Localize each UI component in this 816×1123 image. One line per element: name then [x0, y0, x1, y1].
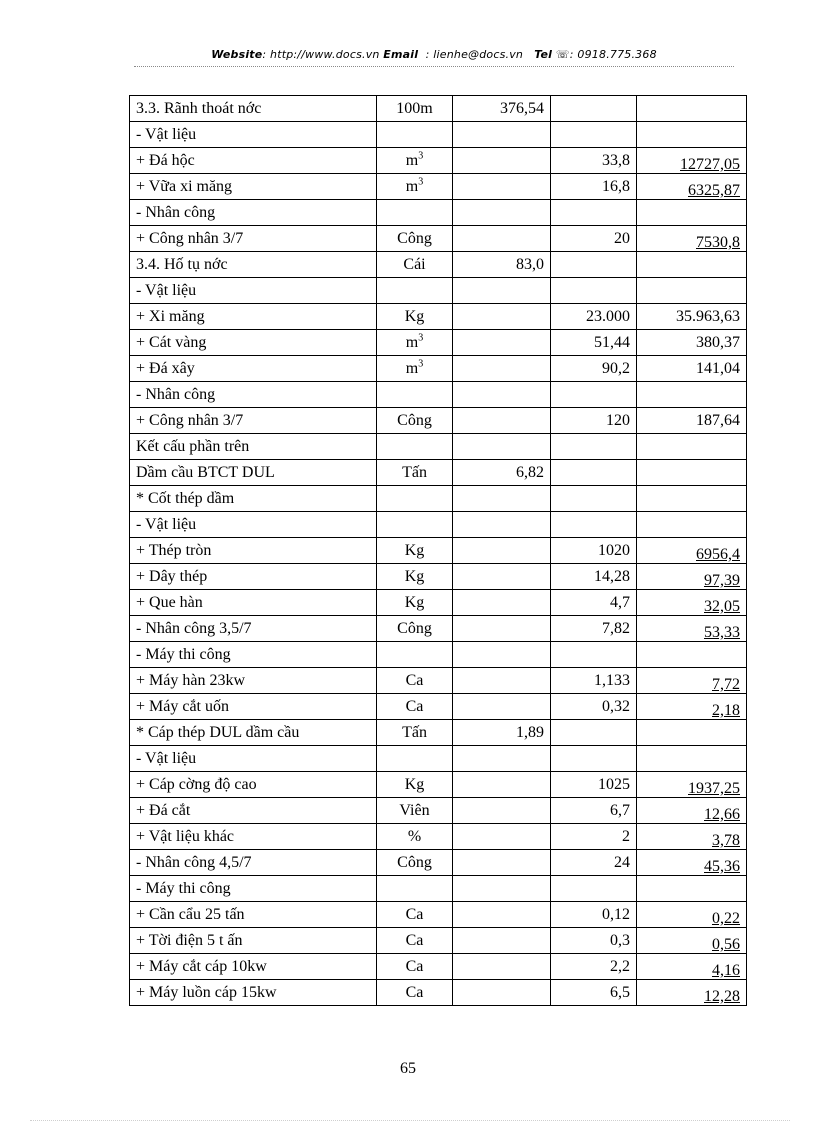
unit-cell: 100m	[377, 96, 453, 122]
total-cell	[637, 720, 747, 746]
total-cell: 35.963,63	[637, 304, 747, 330]
quantity-cell	[453, 590, 551, 616]
item-name-cell: - Nhân công 4,5/7	[130, 850, 377, 876]
total-cell	[637, 694, 747, 720]
total-cell	[637, 512, 747, 538]
quantity-cell	[453, 200, 551, 226]
norm-cell	[551, 122, 637, 148]
quantity-cell: 376,54	[453, 96, 551, 122]
item-name-cell: + Máy hàn 23kw	[130, 668, 377, 694]
item-name-cell: + Đá cắt	[130, 798, 377, 824]
unit-cell: Cái	[377, 252, 453, 278]
unit-cell	[377, 278, 453, 304]
footer-divider	[30, 1120, 790, 1121]
total-value: 6325,87	[688, 182, 740, 199]
item-name-cell: - Nhân công	[130, 200, 377, 226]
total-cell	[637, 746, 747, 772]
unit-cell: $m^3$	[377, 174, 453, 200]
table-row	[130, 278, 747, 304]
total-cell: 380,37	[637, 330, 747, 356]
norm-cell	[551, 252, 637, 278]
website-value: : http://www.docs.vn	[262, 48, 380, 61]
item-name-cell: + Que hàn	[130, 590, 377, 616]
total-cell	[637, 122, 747, 148]
norm-cell: 16,8	[551, 174, 637, 200]
item-name-cell: 3.3. Rãnh thoát nớc	[130, 96, 377, 122]
total-cell	[637, 824, 747, 850]
quantity-cell	[453, 382, 551, 408]
total-cell: 141,04	[637, 356, 747, 382]
page-header	[134, 48, 734, 61]
item-name-cell: - Máy thi công	[130, 642, 377, 668]
norm-cell: 1,133	[551, 668, 637, 694]
norm-cell: 1020	[551, 538, 637, 564]
total-cell	[637, 850, 747, 876]
norm-cell: 24	[551, 850, 637, 876]
item-name-cell: + Đá xây	[130, 356, 377, 382]
table-row	[130, 564, 747, 590]
table-row	[130, 512, 747, 538]
total-cell	[637, 980, 747, 1006]
table-row	[130, 200, 747, 226]
total-cell	[637, 772, 747, 798]
item-name-cell: Dầm cầu BTCT DUL	[130, 460, 377, 486]
item-name-cell: - Nhân công	[130, 382, 377, 408]
quantity-cell	[453, 486, 551, 512]
total-cell	[637, 538, 747, 564]
item-name-cell: - Vật liệu	[130, 122, 377, 148]
table-row	[130, 434, 747, 460]
table-row	[130, 330, 747, 356]
unit-cell: Công	[377, 850, 453, 876]
table-row	[130, 148, 747, 174]
unit-cell	[377, 382, 453, 408]
item-name-cell: Kết cấu phần trên	[130, 434, 377, 460]
quantity-cell	[453, 330, 551, 356]
unit-cell: Công	[377, 226, 453, 252]
norm-cell	[551, 512, 637, 538]
norm-cell	[551, 200, 637, 226]
total-cell	[637, 486, 747, 512]
quantity-cell	[453, 122, 551, 148]
table-row	[130, 226, 747, 252]
table-row	[130, 486, 747, 512]
total-cell	[637, 642, 747, 668]
table-row	[130, 408, 747, 434]
total-cell	[637, 668, 747, 694]
norm-cell	[551, 642, 637, 668]
total-cell	[637, 226, 747, 252]
norm-cell	[551, 720, 637, 746]
quantity-cell	[453, 746, 551, 772]
total-cell	[637, 382, 747, 408]
norm-cell	[551, 746, 637, 772]
quantity-cell	[453, 408, 551, 434]
total-cell	[637, 876, 747, 902]
item-name-cell: * Cáp thép DUL dầm cầu	[130, 720, 377, 746]
total-cell	[637, 174, 747, 200]
unit-cell: $m^3$	[377, 330, 453, 356]
item-name-cell: + Dây thép	[130, 564, 377, 590]
table-row	[130, 382, 747, 408]
total-cell	[637, 200, 747, 226]
table-row	[130, 876, 747, 902]
table-row	[130, 668, 747, 694]
table-row	[130, 928, 747, 954]
table-row	[130, 356, 747, 382]
item-name-cell: + Cần cẩu 25 tấn	[130, 902, 377, 928]
norm-cell: 0,12	[551, 902, 637, 928]
unit-cell: Ca	[377, 694, 453, 720]
quantity-cell	[453, 538, 551, 564]
unit-cell: Ca	[377, 980, 453, 1006]
norm-cell	[551, 382, 637, 408]
norm-cell	[551, 460, 637, 486]
item-name-cell: + Thép tròn	[130, 538, 377, 564]
cost-table	[129, 95, 747, 1006]
item-name-cell: + Máy cắt cáp 10kw	[130, 954, 377, 980]
table-row	[130, 772, 747, 798]
total-cell	[637, 928, 747, 954]
table-row	[130, 746, 747, 772]
total-value: 97,39	[704, 572, 740, 589]
norm-cell	[551, 278, 637, 304]
quantity-cell	[453, 278, 551, 304]
norm-cell: 23.000	[551, 304, 637, 330]
quantity-cell	[453, 564, 551, 590]
quantity-cell	[453, 642, 551, 668]
item-name-cell: - Vật liệu	[130, 512, 377, 538]
total-cell	[637, 434, 747, 460]
quantity-cell	[453, 616, 551, 642]
unit-cell	[377, 200, 453, 226]
item-name-cell: + Vữa xi măng	[130, 174, 377, 200]
norm-cell: 7,82	[551, 616, 637, 642]
total-value: 2,18	[712, 702, 740, 719]
table-row	[130, 642, 747, 668]
unit-cell: %	[377, 824, 453, 850]
total-cell	[637, 564, 747, 590]
table-row	[130, 954, 747, 980]
table-row	[130, 304, 747, 330]
total-cell	[637, 798, 747, 824]
total-value: 12,66	[704, 806, 740, 823]
table-row	[130, 720, 747, 746]
item-name-cell: + Đá hộc	[130, 148, 377, 174]
total-value: 12727,05	[680, 156, 740, 173]
total-cell	[637, 590, 747, 616]
total-value: 4,16	[712, 962, 740, 979]
norm-cell: 6,7	[551, 798, 637, 824]
unit-cell: Công	[377, 616, 453, 642]
unit-cell: $m^3$	[377, 148, 453, 174]
norm-cell	[551, 96, 637, 122]
item-name-cell: + Xi măng	[130, 304, 377, 330]
unit-cell	[377, 642, 453, 668]
header-divider	[134, 66, 734, 67]
total-value: 6956,4	[696, 546, 740, 563]
table-row	[130, 96, 747, 122]
table-row	[130, 122, 747, 148]
item-name-cell: - Máy thi công	[130, 876, 377, 902]
quantity-cell	[453, 824, 551, 850]
total-cell	[637, 460, 747, 486]
quantity-cell	[453, 226, 551, 252]
email-label: Email	[383, 48, 419, 61]
unit-cell: Tấn	[377, 720, 453, 746]
unit-cell: Kg	[377, 564, 453, 590]
total-cell	[637, 616, 747, 642]
table-row	[130, 590, 747, 616]
unit-cell: Kg	[377, 304, 453, 330]
norm-cell: 120	[551, 408, 637, 434]
quantity-cell	[453, 902, 551, 928]
quantity-cell	[453, 980, 551, 1006]
norm-cell	[551, 434, 637, 460]
table-row	[130, 850, 747, 876]
quantity-cell: 6,82	[453, 460, 551, 486]
norm-cell: 1025	[551, 772, 637, 798]
norm-cell: 90,2	[551, 356, 637, 382]
unit-cell: $m^3$	[377, 356, 453, 382]
total-value: 7,72	[712, 676, 740, 693]
table-body	[130, 96, 747, 1006]
total-value: 7530,8	[696, 234, 740, 251]
total-cell	[637, 148, 747, 174]
total-cell	[637, 278, 747, 304]
unit-cell: Ca	[377, 668, 453, 694]
item-name-cell: - Vật liệu	[130, 746, 377, 772]
table-row	[130, 694, 747, 720]
item-name-cell: - Vật liệu	[130, 278, 377, 304]
quantity-cell	[453, 798, 551, 824]
norm-cell: 6,5	[551, 980, 637, 1006]
quantity-cell	[453, 174, 551, 200]
quantity-cell	[453, 148, 551, 174]
quantity-cell: 1,89	[453, 720, 551, 746]
total-value: 53,33	[704, 624, 740, 641]
quantity-cell	[453, 928, 551, 954]
unit-cell: Ca	[377, 954, 453, 980]
total-value: 3,78	[712, 832, 740, 849]
total-value: 0,56	[712, 936, 740, 953]
item-name-cell: + Tời điện 5 t ấn	[130, 928, 377, 954]
item-name-cell: + Công nhân 3/7	[130, 226, 377, 252]
item-name-cell: + Cát vàng	[130, 330, 377, 356]
norm-cell: 0,32	[551, 694, 637, 720]
table-row	[130, 980, 747, 1006]
norm-cell: 14,28	[551, 564, 637, 590]
unit-cell: Kg	[377, 772, 453, 798]
quantity-cell	[453, 876, 551, 902]
total-cell	[637, 902, 747, 928]
unit-cell	[377, 512, 453, 538]
phone-icon: ☏	[555, 48, 570, 61]
unit-cell: Tấn	[377, 460, 453, 486]
norm-cell	[551, 486, 637, 512]
item-name-cell: * Cốt thép dầm	[130, 486, 377, 512]
table-row	[130, 902, 747, 928]
unit-cell	[377, 434, 453, 460]
item-name-cell: + Công nhân 3/7	[130, 408, 377, 434]
total-cell: 187,64	[637, 408, 747, 434]
item-name-cell: 3.4. Hố tụ nớc	[130, 252, 377, 278]
table-row	[130, 538, 747, 564]
item-name-cell: + Máy cắt uốn	[130, 694, 377, 720]
total-cell	[637, 252, 747, 278]
quantity-cell	[453, 434, 551, 460]
norm-cell: 33,8	[551, 148, 637, 174]
unit-cell	[377, 876, 453, 902]
table-row	[130, 460, 747, 486]
item-name-cell: + Vật liệu khác	[130, 824, 377, 850]
total-value: 45,36	[704, 858, 740, 875]
item-name-cell: - Nhân công 3,5/7	[130, 616, 377, 642]
norm-cell: 4,7	[551, 590, 637, 616]
total-value: 0,22	[712, 910, 740, 927]
unit-cell: Ca	[377, 928, 453, 954]
table-row	[130, 252, 747, 278]
quantity-cell: 83,0	[453, 252, 551, 278]
norm-cell: 2,2	[551, 954, 637, 980]
website-label: Website	[211, 48, 263, 61]
unit-cell: Kg	[377, 538, 453, 564]
quantity-cell	[453, 850, 551, 876]
email-value: : lienhe@docs.vn	[425, 48, 524, 61]
unit-cell	[377, 746, 453, 772]
quantity-cell	[453, 772, 551, 798]
table-row	[130, 824, 747, 850]
unit-cell: Kg	[377, 590, 453, 616]
unit-cell: Ca	[377, 902, 453, 928]
item-name-cell: + Máy luồn cáp 15kw	[130, 980, 377, 1006]
unit-cell	[377, 486, 453, 512]
total-value: 12,28	[704, 988, 740, 1005]
item-name-cell: + Cáp cờng độ cao	[130, 772, 377, 798]
total-cell	[637, 96, 747, 122]
unit-cell: Công	[377, 408, 453, 434]
norm-cell: 2	[551, 824, 637, 850]
norm-cell: 20	[551, 226, 637, 252]
norm-cell: 0,3	[551, 928, 637, 954]
quantity-cell	[453, 694, 551, 720]
quantity-cell	[453, 304, 551, 330]
tel-label: Tel	[534, 48, 553, 61]
page-number: 65	[400, 1060, 416, 1077]
total-cell	[637, 954, 747, 980]
quantity-cell	[453, 356, 551, 382]
total-value: 1937,25	[688, 780, 740, 797]
norm-cell: 51,44	[551, 330, 637, 356]
unit-cell	[377, 122, 453, 148]
table-row	[130, 174, 747, 200]
norm-cell	[551, 876, 637, 902]
quantity-cell	[453, 954, 551, 980]
table-row	[130, 798, 747, 824]
table-row	[130, 616, 747, 642]
tel-value: : 0918.775.368	[569, 48, 657, 61]
total-value: 32,05	[704, 598, 740, 615]
unit-cell: Viên	[377, 798, 453, 824]
quantity-cell	[453, 512, 551, 538]
quantity-cell	[453, 668, 551, 694]
